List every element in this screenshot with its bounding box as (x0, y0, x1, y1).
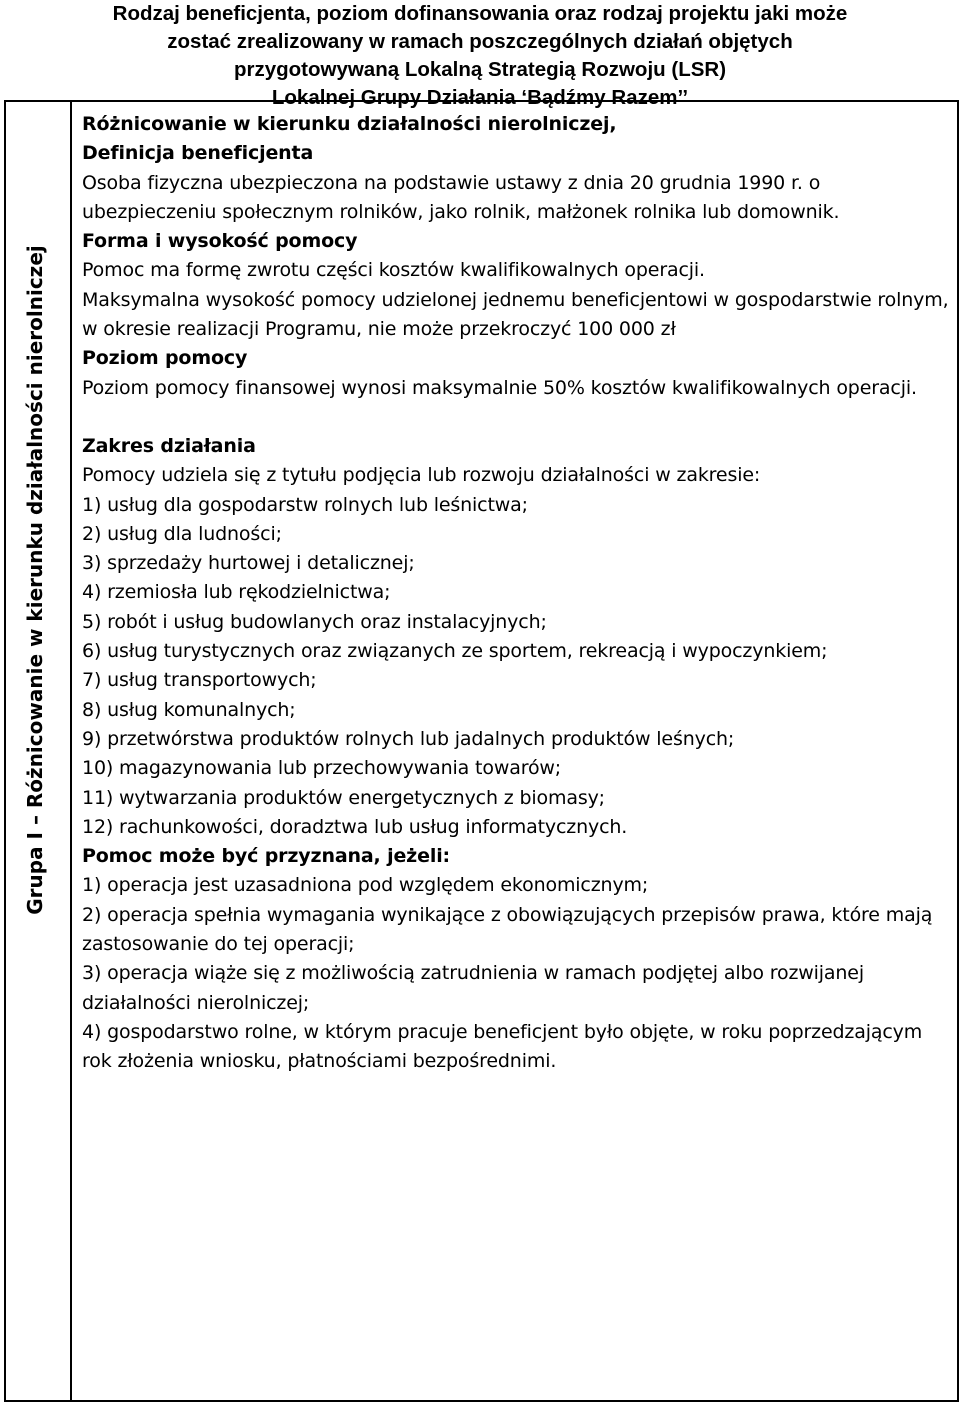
spacer (82, 403, 952, 432)
document-title (0, 0, 960, 112)
form-heading: Forma i wysokość pomocy (82, 230, 358, 253)
scope-item: 9) przetwórstwa produktów rolnych lub jadalnych produktów leśnych; (82, 727, 735, 750)
title-line: zostać zrealizowany w ramach poszczególnych działań objętych (167, 30, 793, 53)
condition-item: 3) operacja wiąże się z możliwością zatrudnienia w ramach podjętej albo rozwijanej działalności nierolniczej; (82, 962, 864, 1014)
scope-item: 7) usług transportowych; (82, 669, 317, 692)
scope-item: 12) rachunkowości, doradztwa lub usług informatycznych. (82, 815, 628, 838)
section-heading: Różnicowanie w kierunku działalności nierolniczej, (82, 113, 617, 135)
scope-intro: Pomocy udziela się z tytułu podjęcia lub rozwoju działalności w zakresie: (82, 464, 761, 487)
condition-item: 4) gospodarstwo rolne, w którym pracuje beneficjent było objęte, w roku poprzedzającym rok złożenia wniosku, płatnościami bezpośrednimi. (82, 1020, 923, 1073)
level-heading: Poziom pomocy (82, 347, 248, 370)
form-text: Pomoc ma formę zwrotu części kosztów kwalifikowalnych operacji. (82, 259, 705, 282)
scope-item: 2) usług dla ludności; (82, 522, 282, 545)
definition-heading: Definicja beneficjenta (82, 142, 314, 165)
scope-item: 3) sprzedaży hurtowej i detalicznej; (82, 552, 415, 575)
title-line: Lokalnej Grupy Działania ‘Bądźmy Razem’’ (271, 86, 689, 109)
column-divider (70, 102, 72, 1400)
scope-item: 4) rzemiosła lub rękodzielnictwa; (82, 581, 391, 604)
condition-item: 2) operacja spełnia wymagania wynikające z obowiązujących przepisów prawa, które mają zastosowanie do tej operacji; (82, 903, 933, 956)
scope-item: 11) wytwarzania produktów energetycznych z biomasy; (82, 786, 605, 809)
scope-item: 1) usług dla gospodarstw rolnych lub leśnictwa; (82, 493, 528, 516)
scope-item: 6) usług turystycznych oraz związanych ze sportem, rekreacją i wypoczynkiem; (82, 640, 828, 663)
info-table (4, 100, 959, 1402)
scope-item: 5) robót i usług budowlanych oraz instalacyjnych; (82, 610, 547, 633)
form-text: Maksymalna wysokość pomocy udzielonej jednemu beneficjentowi w gospodarstwie rolnym, w okresie realizacji Programu, nie może przekroczyć 100 000 zł (82, 288, 949, 341)
content-cell (82, 110, 952, 1077)
scope-heading: Zakres działania (82, 434, 256, 457)
scope-item: 8) usług komunalnych; (82, 698, 296, 721)
conditions-heading: Pomoc może być przyznana, jeżeli: (82, 845, 450, 868)
scope-item: 10) magazynowania lub przechowywania towarów; (82, 757, 562, 780)
condition-item: 1) operacja jest uzasadniona pod względem ekonomicznym; (82, 874, 649, 897)
level-text: Poziom pomocy finansowej wynosi maksymalnie 50% kosztów kwalifikowalnych operacji. (82, 376, 917, 399)
title-line: Rodzaj beneficjenta, poziom dofinansowania oraz rodzaj projektu jaki może (112, 2, 848, 25)
group-label: Grupa I – Różnicowanie w kierunku działalności nierolniczej (23, 245, 47, 915)
definition-text: Osoba fizyczna ubezpieczona na podstawie ustawy z dnia 20 grudnia 1990 r. o ubezpieczeniu społecznym rolników, jako rolnik, małżonek rolnika lub domownik. (82, 171, 840, 223)
title-line: przygotowywaną Lokalną Strategią Rozwoju (LSR) (233, 58, 727, 81)
